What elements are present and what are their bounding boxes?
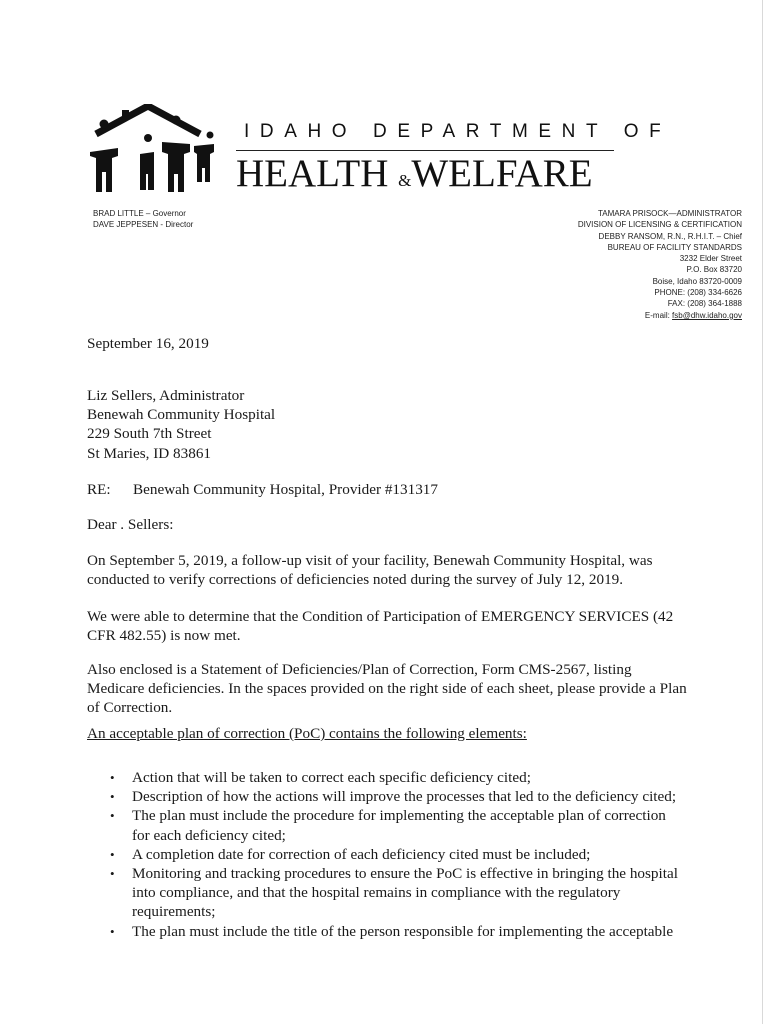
list-item-text: The plan must include the procedure for implementing the acceptable plan of correction for each deficiency cited; — [132, 807, 666, 844]
email-label: E-mail: — [644, 310, 670, 320]
official-line: BUREAU OF FACILITY STANDARDS — [607, 242, 742, 252]
department-line: IDAHO DEPARTMENT OF — [244, 121, 672, 142]
official-line: DIVISION OF LICENSING & CERTIFICATION — [577, 220, 742, 230]
address-line: Liz Sellers, Administrator — [87, 387, 245, 404]
list-item-text: Monitoring and tracking procedures to ensure the PoC is effective in bringing the hospital into compliance, and that the hospital remains in compliance with the regulatory requirements; — [132, 865, 678, 921]
list-item — [87, 845, 687, 864]
list-item — [87, 922, 687, 941]
bullet-icon: • — [110, 808, 115, 824]
bullet-icon: • — [110, 846, 115, 862]
poc-heading: An acceptable plan of correction (PoC) contains the following elements: — [87, 725, 527, 742]
address-line: P.O. Box 83720 — [686, 265, 742, 275]
paragraph-enclosure: Also enclosed is a Statement of Deficiencies/Plan of Correction, Form CMS-2567, listing Medicare deficiencies. In the spaces provided on the right side of each sheet, please provide a Plan of Correction. — [87, 661, 687, 717]
address-line: Benewah Community Hospital — [87, 406, 276, 424]
list-item-text: A completion date for correction of each deficiency cited must be included; — [132, 845, 591, 863]
list-item — [87, 864, 687, 922]
right-officials — [430, 208, 742, 321]
email-link[interactable]: fsb@dhw.idaho.gov — [672, 310, 742, 320]
email-line — [430, 310, 742, 321]
scan-edge-line — [762, 0, 763, 1024]
paragraph-followup-visit: On September 5, 2019, a follow-up visit of your facility, Benewah Community Hospital, was conducted to verify corrections of deficiencies noted during the survey of July 12, 2019. — [87, 552, 653, 589]
left-officials — [93, 208, 293, 231]
address-line: St Maries, ID 83861 — [87, 444, 212, 462]
official-line: DEBBY RANSOM, R.N., R.H.I.T. – Chief — [598, 231, 742, 241]
list-item-text: Description of how the actions will improve the processes that led to the deficiency cited; — [132, 788, 677, 806]
list-item — [87, 806, 687, 844]
re-subject: Benewah Community Hospital, Provider #131317 — [133, 481, 438, 498]
letter-date: September 16, 2019 — [87, 335, 209, 352]
list-item-text: The plan must include the title of the person responsible for implementing the acceptable — [132, 922, 674, 940]
list-item — [87, 787, 687, 806]
official-line: TAMARA PRISOCK—ADMINISTRATOR — [597, 209, 742, 218]
fax-line: FAX: (208) 364-1888 — [667, 299, 742, 309]
agency-logo-icon — [88, 104, 214, 192]
recipient-address — [87, 386, 275, 463]
agency-name-left: HEALTH — [236, 152, 389, 195]
bullet-icon: • — [110, 866, 115, 882]
salutation: Dear . Sellers: — [87, 516, 174, 533]
address-line: 3232 Elder Street — [679, 254, 742, 264]
agency-name-amp: & — [398, 171, 412, 190]
bullet-icon: • — [110, 770, 115, 785]
re-label: RE: — [87, 481, 111, 498]
official-line: BRAD LITTLE – Governor — [93, 209, 186, 218]
official-line: DAVE JEPPESEN - Director — [93, 220, 194, 230]
list-item — [87, 768, 687, 787]
address-line: 229 South 7th Street — [87, 425, 212, 443]
poc-elements-list — [87, 768, 687, 941]
list-item-text: Action that will be taken to correct each specific deficiency cited; — [132, 769, 531, 786]
bullet-icon: • — [110, 789, 115, 805]
phone-line: PHONE: (208) 334-6626 — [654, 288, 742, 298]
bullet-icon: • — [110, 923, 115, 939]
agency-name-right: WELFARE — [411, 152, 593, 195]
address-line: Boise, Idaho 83720-0009 — [652, 276, 742, 286]
paragraph-condition-met: We were able to determine that the Condition of Participation of EMERGENCY SERVICES (42 CFR 482.55) is now met. — [87, 608, 674, 645]
agency-name — [236, 151, 616, 204]
